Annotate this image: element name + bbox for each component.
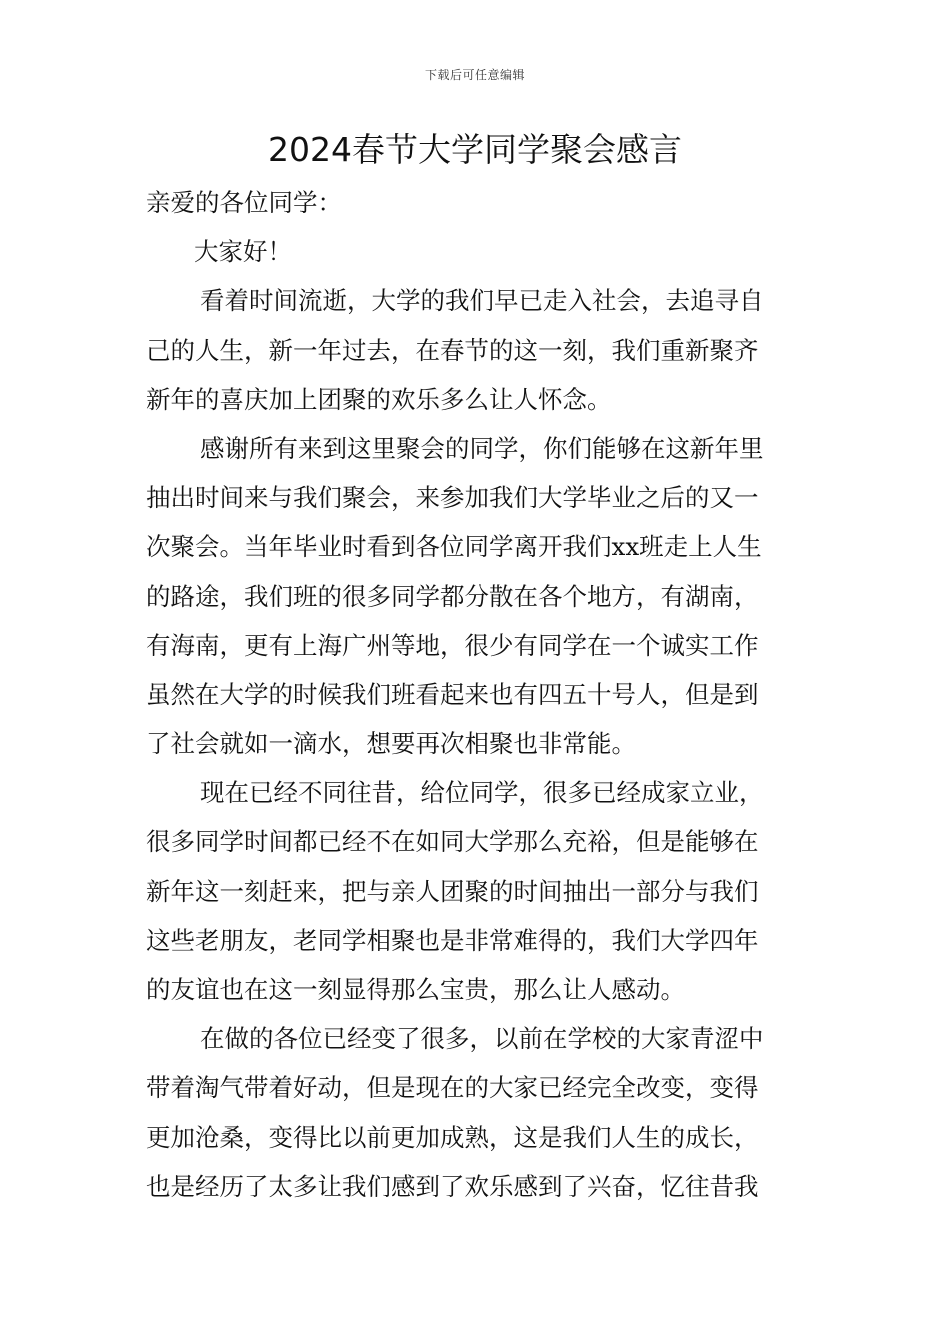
paragraph-3 — [146, 768, 806, 1014]
paragraph-line: 抽出时间来与我们聚会，来参加我们大学毕业之后的又一 — [146, 483, 759, 513]
paragraph-line: 己的人生，新一年过去，在春节的这一刻，我们重新聚齐 — [146, 335, 759, 365]
paragraph-line: 这些老朋友，老同学相聚也是非常难得的，我们大学四年 — [146, 925, 759, 955]
paragraph-line: 带着淘气带着好动，但是现在的大家已经完全改变，变得 — [146, 1073, 759, 1103]
paragraph-line: 感谢所有来到这里聚会的同学，你们能够在这新年里 — [200, 433, 764, 463]
paragraph-line: 看着时间流逝，大学的我们早已走入社会，去追寻自 — [200, 286, 764, 316]
paragraph-line: 新年这一刻赶来，把与亲人团聚的时间抽出一部分与我们 — [146, 876, 759, 906]
document-title: 2024春节大学同学聚会感言 — [268, 130, 682, 169]
document-body — [146, 178, 806, 1211]
paragraph-1 — [146, 276, 806, 424]
paragraph-line: 更加沧桑，变得比以前更加成熟，这是我们人生的成长， — [146, 1122, 759, 1152]
paragraph-line: 很多同学时间都已经不在如同大学那么充裕，但是能够在 — [146, 827, 759, 857]
paragraph-line: 虽然在大学的时候我们班看起来也有四五十号人，但是到 — [146, 679, 759, 709]
paragraph-line: 了社会就如一滴水，想要再次相聚也非常能。 — [146, 729, 636, 759]
paragraph-line: 的友谊也在这一刻显得那么宝贵，那么让人感动。 — [146, 975, 685, 1004]
salutation: 亲爱的各位同学： — [146, 188, 342, 217]
header-note: 下载后可任意编辑 — [424, 68, 525, 82]
paragraph-line: 次聚会。当年毕业时看到各位同学离开我们xx班走上人生 — [146, 532, 762, 562]
paragraph-line: 的路途，我们班的很多同学都分散在各个地方，有湖南， — [146, 581, 759, 611]
paragraph-line: 也是经历了太多让我们感到了欢乐感到了兴奋，忆往昔我 — [146, 1171, 759, 1201]
paragraph-line: 在做的各位已经变了很多，以前在学校的大家青涩中 — [200, 1024, 764, 1054]
paragraph-4 — [146, 1014, 806, 1211]
paragraph-line: 现在已经不同往昔，给位同学，很多已经成家立业， — [200, 778, 764, 808]
paragraph-line: 有海南，更有上海广州等地，很少有同学在一个诚实工作 — [146, 630, 759, 660]
paragraph-line: 新年的喜庆加上团聚的欢乐多么让人怀念。 — [146, 384, 612, 414]
paragraph-2 — [146, 424, 806, 768]
greeting: 大家好！ — [194, 237, 292, 267]
